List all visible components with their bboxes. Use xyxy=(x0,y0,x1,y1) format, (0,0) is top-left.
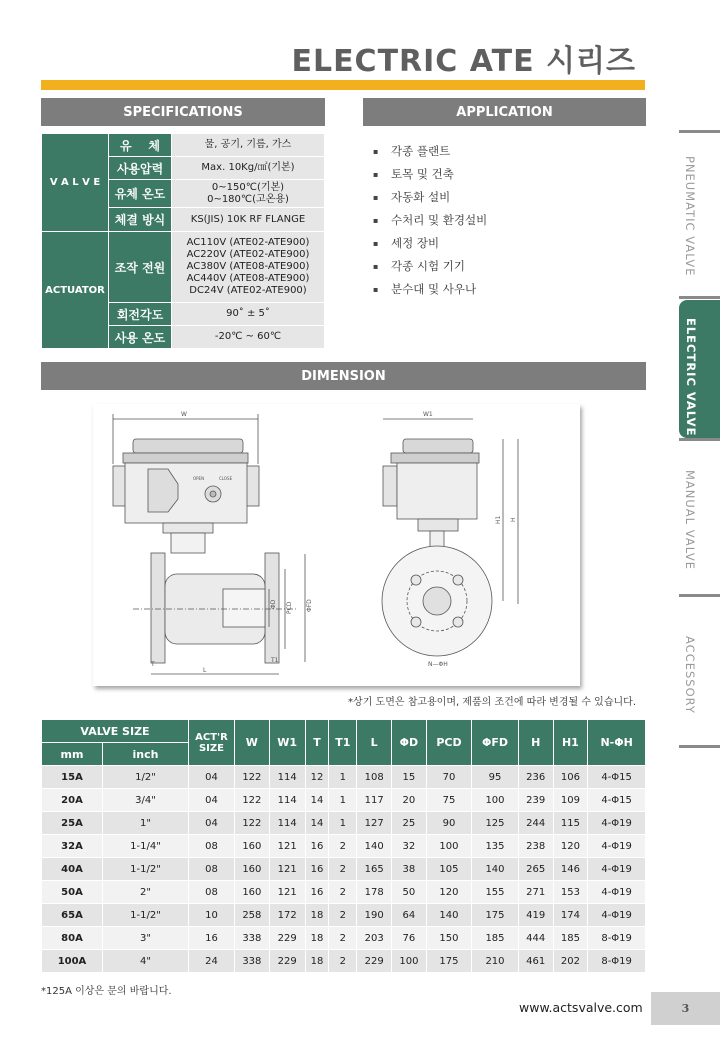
valve-size-header: VALVE SIZE xyxy=(42,720,189,743)
table-cell: 2 xyxy=(329,835,357,858)
table-cell: 117 xyxy=(357,789,392,812)
flange-left xyxy=(151,553,165,663)
table-cell: 8-Φ19 xyxy=(588,950,646,973)
label-w: W xyxy=(181,411,187,418)
table-cell: 65A xyxy=(42,904,103,927)
table-cell: 4-Φ19 xyxy=(588,904,646,927)
tab-manual-valve[interactable] xyxy=(679,470,720,590)
table-cell: 4-Φ19 xyxy=(588,858,646,881)
table-cell: 40A xyxy=(42,858,103,881)
table-cell: 8-Φ19 xyxy=(588,927,646,950)
application-header: APPLICATION xyxy=(363,98,646,126)
table-cell: 20A xyxy=(42,789,103,812)
table-cell: 4-Φ15 xyxy=(588,789,646,812)
tab-divider xyxy=(679,438,720,441)
list-item: ▪ 수처리 및 환경설비 xyxy=(373,209,487,232)
table-cell: 2 xyxy=(329,950,357,973)
valve-group-label: V A L V E xyxy=(42,134,109,232)
table-cell: 461 xyxy=(518,950,553,973)
table-cell: 2 xyxy=(329,927,357,950)
column-header: W xyxy=(235,720,270,766)
tab-electric-valve[interactable] xyxy=(679,300,720,438)
side-actuator-rim xyxy=(391,453,479,463)
table-cell: 2" xyxy=(103,881,189,904)
table-cell: 1" xyxy=(103,812,189,835)
label-w1: W1 xyxy=(423,411,433,418)
table-cell: 444 xyxy=(518,927,553,950)
bore-circle xyxy=(423,587,451,615)
valve-port xyxy=(223,589,265,627)
spec-value: KS(JIS) 10K RF FLANGE xyxy=(172,208,325,232)
table-cell: 15 xyxy=(392,766,427,789)
bolt-hole xyxy=(453,617,463,627)
dimension-header: DIMENSION xyxy=(41,362,646,390)
table-cell: 18 xyxy=(305,927,329,950)
table-row xyxy=(42,766,646,789)
table-row xyxy=(42,904,646,927)
label-pcd: PCD xyxy=(286,601,293,614)
table-cell: 4-Φ19 xyxy=(588,835,646,858)
table-cell: 90 xyxy=(426,812,471,835)
table-cell: 32A xyxy=(42,835,103,858)
table-cell: 121 xyxy=(269,858,305,881)
table-cell: 10 xyxy=(189,904,235,927)
table-cell: 140 xyxy=(357,835,392,858)
actuator-group-label: ACTUATOR xyxy=(42,232,109,349)
table-cell: 419 xyxy=(518,904,553,927)
spec-value: -20℃ ~ 60℃ xyxy=(172,326,325,349)
spec-label: 사용압력 xyxy=(109,157,172,180)
table-cell: 18 xyxy=(305,950,329,973)
table-cell: 106 xyxy=(553,766,588,789)
table-cell: 18 xyxy=(305,904,329,927)
table-cell: 108 xyxy=(357,766,392,789)
table-cell: 95 xyxy=(472,766,519,789)
table-cell: 160 xyxy=(235,881,270,904)
table-cell: 114 xyxy=(269,766,305,789)
table-cell: 3" xyxy=(103,927,189,950)
table-row xyxy=(42,789,646,812)
side-actuator-knob xyxy=(383,466,397,506)
table-cell: 15A xyxy=(42,766,103,789)
spec-label: 사용 온도 xyxy=(109,326,172,349)
table-cell: 1-1/4" xyxy=(103,835,189,858)
table-cell: 1-1/2" xyxy=(103,904,189,927)
label-t1: T1 xyxy=(271,657,279,664)
table-cell: 100A xyxy=(42,950,103,973)
table-cell: 155 xyxy=(472,881,519,904)
bolt-hole xyxy=(411,575,421,585)
table-cell: 127 xyxy=(357,812,392,835)
table-cell: 120 xyxy=(553,835,588,858)
page-number: 3 xyxy=(651,992,720,1025)
table-cell: 75 xyxy=(426,789,471,812)
spec-value: AC110V (ATE02-ATE900) AC220V (ATE02-ATE900) AC380V (ATE08-ATE900) AC440V (ATE08-ATE900) DC24V (ATE02-ATE900) xyxy=(172,232,325,303)
table-cell: 210 xyxy=(472,950,519,973)
table-row xyxy=(42,835,646,858)
table-cell: 239 xyxy=(518,789,553,812)
table-cell: 08 xyxy=(189,835,235,858)
table-cell: 265 xyxy=(518,858,553,881)
label-close: CLOSE xyxy=(219,476,233,481)
table-cell: 20 xyxy=(392,789,427,812)
table-cell: 172 xyxy=(269,904,305,927)
actuator-rim xyxy=(123,453,248,463)
spec-value: Max. 10Kg/㎠(기본) xyxy=(172,157,325,180)
table-cell: 165 xyxy=(357,858,392,881)
table-cell: 12 xyxy=(305,766,329,789)
table-cell: 185 xyxy=(472,927,519,950)
drawing-note: *상기 도면은 참고용이며, 제품의 조건에 따라 변경될 수 있습니다. xyxy=(348,697,636,708)
actuator-cover xyxy=(133,439,243,453)
spec-label: 조작 전원 xyxy=(109,232,172,303)
column-header: H1 xyxy=(553,720,588,766)
table-cell: 175 xyxy=(472,904,519,927)
table-cell: 4-Φ19 xyxy=(588,881,646,904)
table-cell: 121 xyxy=(269,835,305,858)
table-cell: 140 xyxy=(426,904,471,927)
table-cell: 1 xyxy=(329,812,357,835)
table-cell: 122 xyxy=(235,766,270,789)
list-item: ▪ 각종 시험 기기 xyxy=(373,255,487,278)
column-header: T1 xyxy=(329,720,357,766)
table-cell: 38 xyxy=(392,858,427,881)
table-cell: 115 xyxy=(553,812,588,835)
label-nh: N—ΦH xyxy=(428,661,448,668)
table-body xyxy=(42,766,646,973)
table-cell: 1 xyxy=(329,789,357,812)
table-cell: 08 xyxy=(189,881,235,904)
table-cell: 76 xyxy=(392,927,427,950)
column-header: PCD xyxy=(426,720,471,766)
spec-label: 유체 온도 xyxy=(109,180,172,208)
table-cell: 50 xyxy=(392,881,427,904)
dimension-table xyxy=(41,719,646,973)
table-footnote: *125A 이상은 문의 바랍니다. xyxy=(41,986,172,997)
indicator-center xyxy=(210,491,216,497)
coupling xyxy=(171,533,205,553)
table-cell: 236 xyxy=(518,766,553,789)
list-item: ▪ 토목 및 건축 xyxy=(373,163,487,186)
table-cell: 4" xyxy=(103,950,189,973)
table-cell: 244 xyxy=(518,812,553,835)
table-cell: 80A xyxy=(42,927,103,950)
table-cell: 114 xyxy=(269,812,305,835)
table-cell: 338 xyxy=(235,950,270,973)
table-cell: 338 xyxy=(235,927,270,950)
table-cell: 258 xyxy=(235,904,270,927)
table-cell: 120 xyxy=(426,881,471,904)
table-cell: 202 xyxy=(553,950,588,973)
side-actuator-body xyxy=(397,463,477,519)
label-t: T xyxy=(151,661,155,668)
valve-dimension-diagram xyxy=(93,404,580,686)
label-open: OPEN xyxy=(193,476,205,481)
column-header: ΦD xyxy=(392,720,427,766)
table-cell: 2 xyxy=(329,858,357,881)
website-url[interactable]: www.actsvalve.com xyxy=(519,1000,643,1015)
tab-accessory[interactable] xyxy=(679,636,720,736)
label-h: H xyxy=(510,517,517,522)
table-cell: 04 xyxy=(189,789,235,812)
table-cell: 160 xyxy=(235,858,270,881)
table-cell: 100 xyxy=(472,789,519,812)
table-cell: 146 xyxy=(553,858,588,881)
table-cell: 174 xyxy=(553,904,588,927)
table-cell: 122 xyxy=(235,789,270,812)
table-row xyxy=(42,950,646,973)
tab-label: ELECTRIC VALVE xyxy=(684,318,698,437)
table-cell: 1/2" xyxy=(103,766,189,789)
table-cell: 114 xyxy=(269,789,305,812)
table-row xyxy=(42,927,646,950)
table-cell: 14 xyxy=(305,789,329,812)
table-cell: 100 xyxy=(426,835,471,858)
list-item: ▪ 자동화 설비 xyxy=(373,186,487,209)
tab-divider xyxy=(679,594,720,597)
table-cell: 1-1/2" xyxy=(103,858,189,881)
table-cell: 105 xyxy=(426,858,471,881)
specifications-table xyxy=(41,133,325,349)
tab-pneumatic-valve[interactable] xyxy=(679,156,720,286)
table-cell: 4-Φ15 xyxy=(588,766,646,789)
spec-value: 물, 공기, 기름, 가스 xyxy=(172,134,325,157)
mounting-bracket xyxy=(163,523,213,533)
table-cell: 16 xyxy=(305,881,329,904)
table-cell: 16 xyxy=(189,927,235,950)
inch-header: inch xyxy=(103,743,189,766)
table-cell: 2 xyxy=(329,881,357,904)
table-cell: 238 xyxy=(518,835,553,858)
tab-label: PNEUMATIC VALVE xyxy=(683,156,697,277)
table-cell: 125 xyxy=(472,812,519,835)
table-cell: 32 xyxy=(392,835,427,858)
table-cell: 3/4" xyxy=(103,789,189,812)
table-cell: 24 xyxy=(189,950,235,973)
table-cell: 16 xyxy=(305,858,329,881)
tab-divider xyxy=(679,130,720,133)
table-cell: 271 xyxy=(518,881,553,904)
table-cell: 4-Φ19 xyxy=(588,812,646,835)
actr-size-header: ACT'R SIZE xyxy=(189,720,235,766)
table-cell: 229 xyxy=(269,950,305,973)
table-row xyxy=(42,858,646,881)
table-cell: 16 xyxy=(305,835,329,858)
table-cell: 203 xyxy=(357,927,392,950)
table-cell: 109 xyxy=(553,789,588,812)
bolt-hole xyxy=(411,617,421,627)
table-row xyxy=(42,881,646,904)
table-cell: 140 xyxy=(472,858,519,881)
table-cell: 229 xyxy=(357,950,392,973)
spec-value: 90˚ ± 5˚ xyxy=(172,303,325,326)
table-cell: 50A xyxy=(42,881,103,904)
spec-label: 체결 방식 xyxy=(109,208,172,232)
column-header: L xyxy=(357,720,392,766)
table-row xyxy=(42,812,646,835)
table-cell: 185 xyxy=(553,927,588,950)
tab-divider xyxy=(679,745,720,748)
tab-label: ACCESSORY xyxy=(683,636,697,714)
list-item: ▪ 분수대 및 사우나 xyxy=(373,278,487,301)
table-cell: 25A xyxy=(42,812,103,835)
column-header: N-ΦH xyxy=(588,720,646,766)
table-cell: 121 xyxy=(269,881,305,904)
table-cell: 100 xyxy=(392,950,427,973)
tab-divider xyxy=(679,296,720,299)
title-accent-bar xyxy=(41,80,645,90)
label-d: ΦD xyxy=(270,599,277,609)
tab-label: MANUAL VALVE xyxy=(683,470,697,571)
table-cell: 122 xyxy=(235,812,270,835)
table-cell: 153 xyxy=(553,881,588,904)
spec-label: 회전각도 xyxy=(109,303,172,326)
list-item: ▪ 세정 장비 xyxy=(373,232,487,255)
column-header: H xyxy=(518,720,553,766)
table-cell: 04 xyxy=(189,812,235,835)
table-cell: 64 xyxy=(392,904,427,927)
actuator-body xyxy=(125,463,247,523)
label-fd: ΦFD xyxy=(306,599,313,612)
label-l: L xyxy=(203,667,207,674)
table-cell: 150 xyxy=(426,927,471,950)
side-bracket xyxy=(418,519,458,531)
list-item: ▪ 각종 플랜트 xyxy=(373,140,487,163)
table-cell: 190 xyxy=(357,904,392,927)
dimension-drawing xyxy=(93,404,580,686)
application-list xyxy=(373,140,487,301)
table-cell: 14 xyxy=(305,812,329,835)
page-title: ELECTRIC ATE 시리즈 xyxy=(291,44,636,79)
table-cell: 1 xyxy=(329,766,357,789)
table-cell: 25 xyxy=(392,812,427,835)
table-cell: 04 xyxy=(189,766,235,789)
table-cell: 160 xyxy=(235,835,270,858)
bolt-hole xyxy=(453,575,463,585)
column-header: ΦFD xyxy=(472,720,519,766)
side-actuator-cover xyxy=(403,439,473,453)
spec-label: 유 체 xyxy=(109,134,172,157)
table-cell: 2 xyxy=(329,904,357,927)
mm-header: mm xyxy=(42,743,103,766)
table-cell: 178 xyxy=(357,881,392,904)
table-cell: 135 xyxy=(472,835,519,858)
label-h1: H1 xyxy=(495,515,502,524)
table-cell: 229 xyxy=(269,927,305,950)
spec-value: 0~150℃(기본) 0~180℃(고온용) xyxy=(172,180,325,208)
table-cell: 175 xyxy=(426,950,471,973)
column-header: W1 xyxy=(269,720,305,766)
specifications-header: SPECIFICATIONS xyxy=(41,98,325,126)
table-cell: 08 xyxy=(189,858,235,881)
column-header: T xyxy=(305,720,329,766)
table-cell: 70 xyxy=(426,766,471,789)
